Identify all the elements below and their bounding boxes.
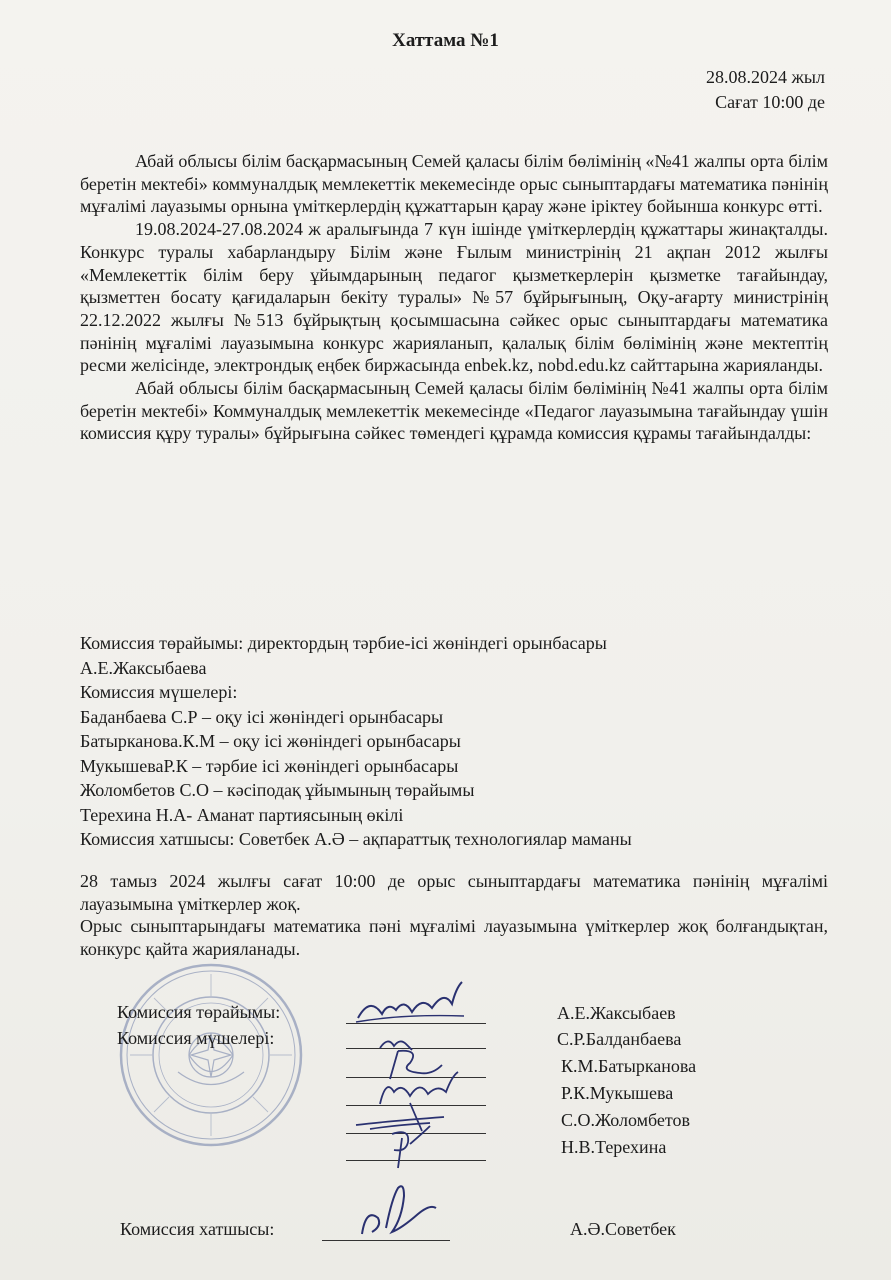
body-text <box>80 150 828 445</box>
commission-member: Терехина Н.А- Аманат партиясының өкілі <box>80 804 404 825</box>
conclusion-paragraph: Орыс сыныптарындағы математика пәні мұғалімі лауазымына үміткерлер жоқ болғандықтан, конкурс қайта жарияланады. <box>80 916 828 960</box>
commission-composition <box>80 631 828 852</box>
signatory-name: С.О.Жоломбетов <box>561 1110 691 1130</box>
signatory-name: С.Р.Балданбаева <box>557 1029 682 1049</box>
commission-members-heading: Комиссия мүшелері: <box>80 682 238 702</box>
paragraph-3: Абай облысы білім басқармасының Семей қаласы білім бөлімінің №41 жалпы орта білім беретін мектебі» Коммуналдық мемлекеттік мекемесінде «Педагог лауазымына тағайындау үшін комиссия құру туралы» бұйрығына сәйкес төмендегі құрамда комиссия құрамы тағайындалды: <box>80 378 828 444</box>
handwritten-signature-icon <box>352 1178 442 1244</box>
commission-chair-line: Комиссия төрайымы: директордың тәрбие-ісі жөніндегі орынбасары <box>80 633 607 653</box>
conclusion <box>80 870 828 961</box>
document-title: Хаттама №1 <box>392 30 499 51</box>
official-stamp-icon <box>118 962 304 1148</box>
paragraph-1: Абай облысы білім басқармасының Семей қаласы білім бөлімінің «№41 жалпы орта білім беретін мектебі» коммуналдық мемлекеттік мекемесінде орыс сыныптардағы математика пәнінің мұғалімі лауазымы орнына үміткерлердің құжаттарын қарау және іріктеу бойынша конкурс өтті. <box>80 151 829 217</box>
commission-member: Жоломбетов С.О – кәсіподақ ұйымының төрайымы <box>80 780 475 800</box>
signatory-name: Р.К.Мукышева <box>561 1083 674 1103</box>
handwritten-signature-icon <box>352 978 472 1028</box>
signatory-name: К.М.Батырканова <box>561 1056 697 1076</box>
signature-secretary-label: Комиссия хатшысы: <box>120 1219 275 1239</box>
conclusion-paragraph: 28 тамыз 2024 жылғы сағат 10:00 де орыс сыныптардағы математика пәнінің мұғалімі лауазымына үміткерлер жоқ. <box>80 871 828 914</box>
commission-member: МукышеваР.К – тәрбие ісі жөніндегі орынбасары <box>80 755 459 776</box>
commission-member: Батырканова.К.М – оқу ісі жөніндегі орынбасары <box>80 731 461 751</box>
commission-member: Баданбаева С.Р – оқу ісі жөніндегі орынбасары <box>80 706 444 727</box>
document-time: Сағат 10:00 де <box>715 92 825 112</box>
signatory-name-secretary: А.Ә.Советбек <box>570 1219 676 1239</box>
signatory-name: А.Е.Жаксыбаев <box>557 1003 676 1023</box>
signature-chair-label: Комиссия төрайымы: <box>117 1002 281 1022</box>
signature-members-label: Комиссия мүшелері: <box>117 1028 275 1048</box>
document-date: 28.08.2024 жыл <box>705 67 825 87</box>
commission-secretary-line: Комиссия хатшысы: Советбек А.Ә – ақпараттық технологиялар маманы <box>80 829 632 849</box>
paragraph-2: 19.08.2024-27.08.2024 ж аралығында 7 күн ішінде үміткерлердің құжаттары жинақталды. Конкурс туралы хабарландыру Білім және Ғылым министрінің 21 ақпан 2012 жылғы «Мемлекеттік білім беру ұйымдарының педагог қызметкерлерін қызметке тағайындау, қызметтен босату қағидаларын бекіту туралы» №57 бұйрығының, Оқу-ағарту министрінің 22.12.2022 жылғы №513 бұйрықтың қосымшасына сәйкес орыс сыныптардағы математика пәнінің мұғалімі лауазымына конкурс жарияланып, қалалық білім бөлімінің және мектептің ресми желісінде, электрондық еңбек биржасында enbek.kz, nobd.edu.kz сайттарына жарияланды. <box>80 219 828 376</box>
handwritten-signature-icon <box>380 1122 440 1172</box>
commission-chair-name: А.Е.Жаксыбаева <box>80 657 207 678</box>
signatory-name: Н.В.Терехина <box>561 1137 667 1157</box>
